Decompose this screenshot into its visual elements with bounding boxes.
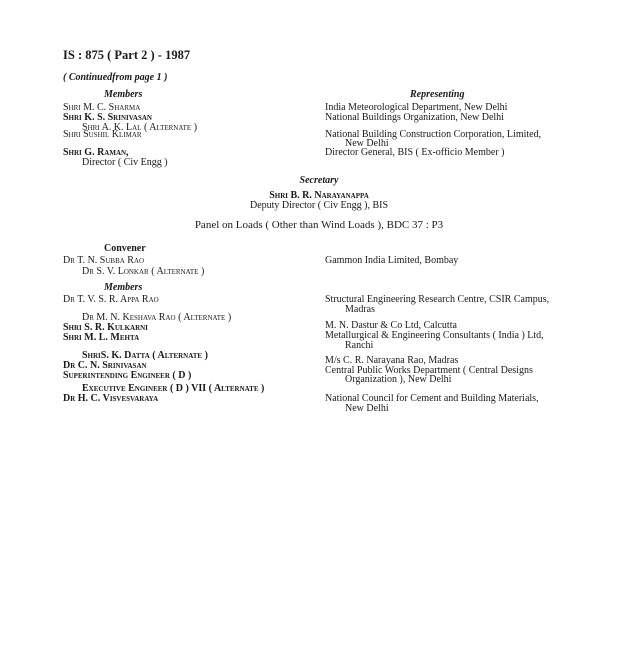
secretary-heading: Secretary xyxy=(299,175,339,186)
panel-members-heading: Members xyxy=(104,282,143,293)
secretary-title: Deputy Director ( Civ Engg ), BIS xyxy=(249,200,389,211)
member-name: Shri K. S. Srinivasan xyxy=(63,112,152,123)
panel-member-representing: Metallurgical & Engineering Consultants ( India ) Ltd, xyxy=(325,330,544,341)
representing-heading: Representing xyxy=(410,89,465,100)
alternate-convener-name: Dr S. V. Lonkar ( Alternate ) xyxy=(82,266,205,277)
convener-name: Dr T. N. Subba Rao xyxy=(63,255,145,266)
alternate-member-name: Shri A. K. Lal ( Alternate ) xyxy=(82,122,198,133)
member-name: Shri Sushil Klimar xyxy=(63,129,142,140)
member-designation: Director ( Civ Engg ) xyxy=(82,157,168,168)
panel-member-representing: Central Public Works Department ( Central Designs xyxy=(325,365,533,376)
member-representing-cont: New Delhi xyxy=(345,138,389,149)
panel-member-representing-cont: Ranchi xyxy=(345,340,374,351)
panel-member-representing-cont: Organization ), New Delhi xyxy=(345,374,452,385)
panel-member-designation: Superintending Engineer ( D ) xyxy=(63,370,192,381)
panel-member-representing-cont: New Delhi xyxy=(345,403,389,414)
panel-member-name: Dr C. N. Srinivasan xyxy=(63,360,147,371)
member-name: Shri G. Raman, xyxy=(63,147,129,158)
panel-member-name: Dr T. V. S. R. Appa Rao xyxy=(63,294,159,305)
panel-member-name: Dr H. C. Visvesvaraya xyxy=(63,393,159,404)
convener-heading: Convener xyxy=(104,243,146,254)
member-name: Shri M. C. Sharma xyxy=(63,102,141,113)
alternate-member-name: ShriS. K. Datta ( Alternate ) xyxy=(82,350,208,361)
alternate-member-name: Dr M. N. Keshava Rao ( Alternate ) xyxy=(82,312,232,323)
panel-title: Panel on Loads ( Other than Wind Loads ), BDC 37 : P3 xyxy=(194,219,444,231)
member-representing: National Buildings Organization, New Delhi xyxy=(325,112,504,123)
panel-member-representing-cont: Madras xyxy=(345,304,375,315)
panel-member-representing: M. N. Dastur & Co Ltd, Calcutta xyxy=(325,320,457,331)
panel-member-representing: Structural Engineering Research Centre, CSIR Campus, xyxy=(325,294,550,305)
secretary-name: Shri B. R. Narayanappa xyxy=(269,190,369,201)
continued-note: ( Continuedfrom page 1 ) xyxy=(63,72,168,83)
alternate-member-name: Executive Engineer ( D ) VII ( Alternate ) xyxy=(82,383,265,394)
panel-member-name: Shri M. L. Mehta xyxy=(63,332,140,343)
members-heading: Members xyxy=(104,89,143,100)
member-representing: Director General, BIS ( Ex-officio Member ) xyxy=(325,147,505,158)
member-representing: National Building Construction Corporation, Limited, xyxy=(325,129,542,140)
document-title: IS : 875 ( Part 2 ) - 1987 xyxy=(63,48,191,62)
panel-member-representing: M/s C. R. Narayana Rao, Madras xyxy=(325,355,459,366)
convener-representing: Gammon India Limited, Bombay xyxy=(325,255,459,266)
panel-member-representing: National Council for Cement and Building Materials, xyxy=(325,393,539,404)
member-representing: India Meteorological Department, New Delhi xyxy=(325,102,508,113)
panel-member-name: Shri S. R. Kulkarni xyxy=(63,322,148,333)
